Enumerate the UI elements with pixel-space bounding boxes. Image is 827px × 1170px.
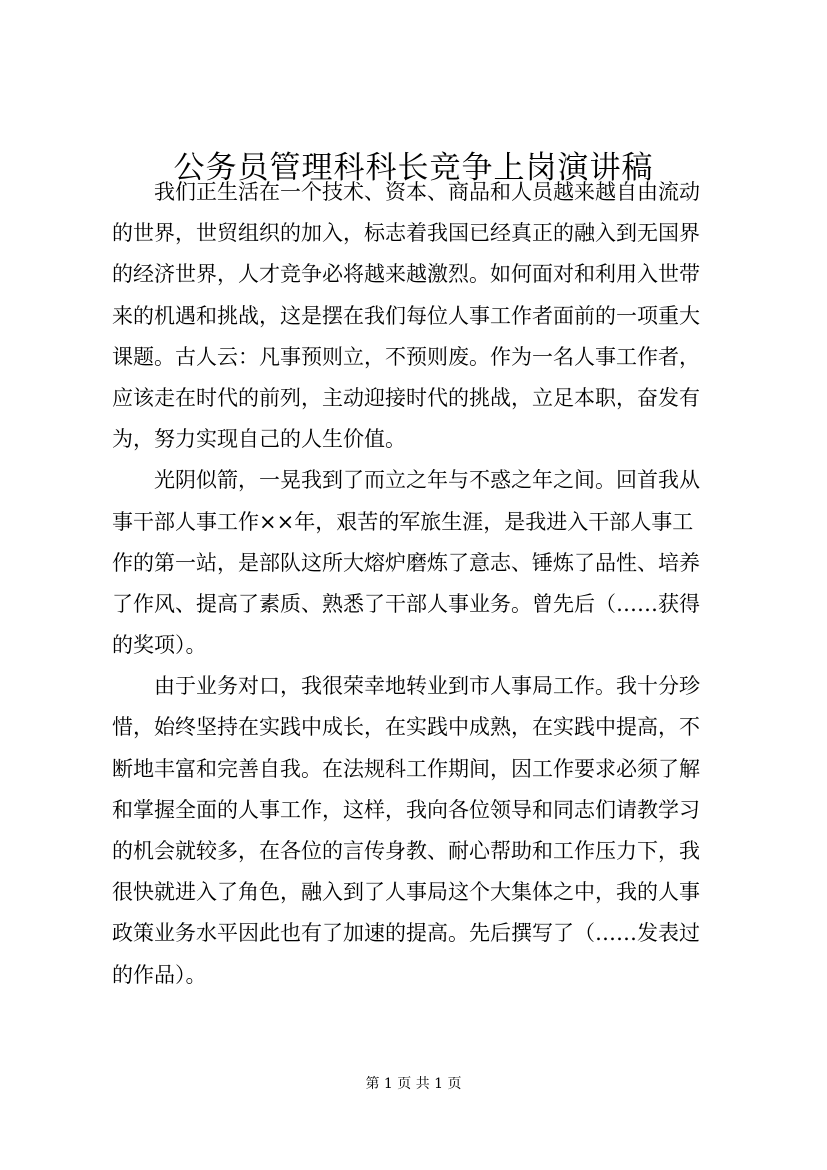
page-number-footer: 第 1 页 共 1 页: [365, 1076, 462, 1092]
text-line: 的奖项）。: [112, 633, 207, 658]
text-line: 的作品）。: [112, 962, 207, 987]
text-line: 断地丰富和完善自我。在法规科工作期间，因工作要求必须了解: [112, 756, 700, 781]
text-line: 很快就进入了角色，融入到了人事局这个大集体之中，我的人事: [112, 880, 700, 905]
text-line: 由于业务对口，我很荣幸地转业到市人事局工作。我十分珍: [154, 674, 700, 699]
text-line: 了作风、提高了素质、熟悉了干部人事业务。曾先后（……获得: [112, 591, 700, 616]
text-line: 作的第一站，是部队这所大熔炉磨炼了意志、锤炼了品性、培养: [112, 550, 700, 575]
text-line: 政策业务水平因此也有了加速的提高。先后撰写了（……发表过: [112, 921, 700, 946]
text-line: 课题。古人云：凡事预则立，不预则废。作为一名人事工作者，: [112, 344, 700, 369]
text-line: 光阴似箭，一晃我到了而立之年与不惑之年之间。回首我从: [154, 468, 700, 493]
text-line: 事干部人事工作××年，艰苦的军旅生涯，是我进入干部人事工: [112, 509, 694, 534]
text-line: 为，努力实现自己的人生价值。: [112, 427, 406, 452]
text-line: 和掌握全面的人事工作，这样，我向各位领导和同志们请教学习: [112, 797, 700, 822]
text-line: 的机会就较多，在各位的言传身教、耐心帮助和工作压力下，我: [112, 839, 700, 863]
text-line: 我们正生活在一个技术、资本、商品和人员越来越自由流动: [154, 180, 700, 204]
text-line: 来的机遇和挑战，这是摆在我们每位人事工作者面前的一项重大: [112, 303, 700, 328]
document-title: 公务员管理科科长竞争上岗演讲稿: [173, 150, 654, 186]
text-line: 惜，始终坚持在实践中成长，在实践中成熟，在实践中提高，不: [112, 715, 700, 740]
paragraph-3: [112, 666, 732, 996]
paragraph-2: [112, 460, 732, 666]
text-line: 的经济世界，人才竞争必将越来越激烈。如何面对和利用入世带: [112, 262, 700, 287]
paragraph-1: [112, 172, 732, 460]
text-line: 应该走在时代的前列，主动迎接时代的挑战，立足本职，奋发有: [112, 385, 700, 410]
text-line: 的世界，世贸组织的加入，标志着我国已经真正的融入到无国界: [112, 221, 700, 246]
document-body: [112, 172, 732, 996]
